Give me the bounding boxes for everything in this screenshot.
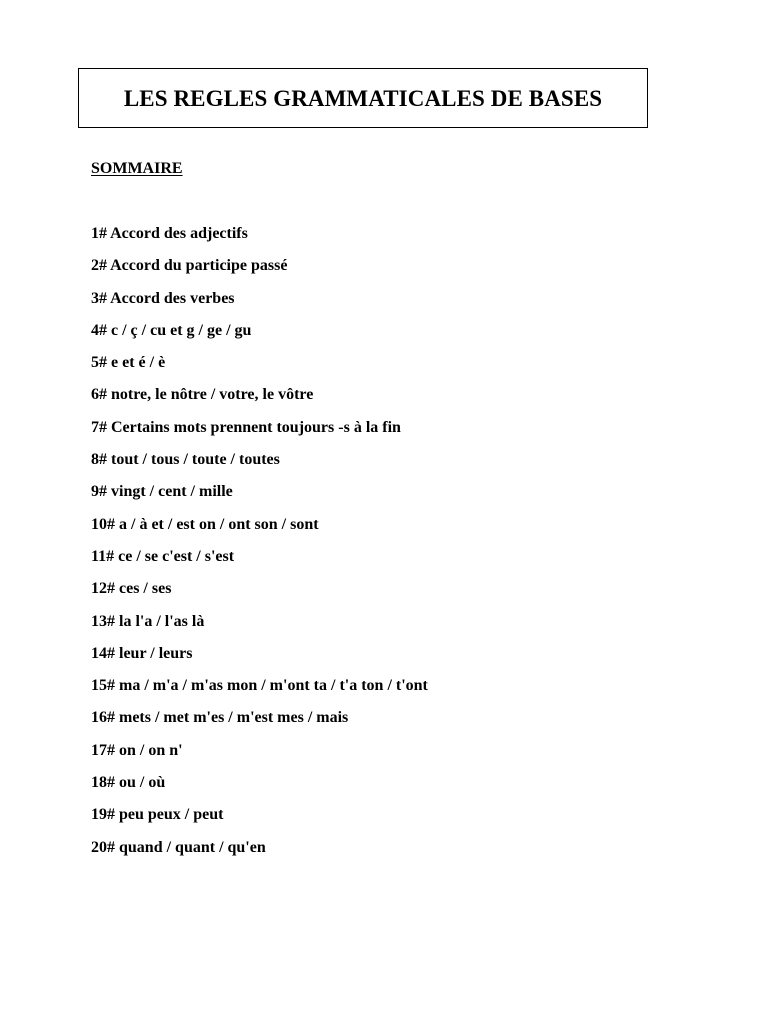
toc-item: 17# on / on n' [91, 741, 183, 759]
toc-item: 19# peu peux / peut [91, 806, 224, 824]
toc-item: 15# ma / m'a / m'as mon / m'ont ta / t'a ton / t'ont [91, 677, 428, 695]
toc-item: 9# vingt / cent / mille [91, 483, 233, 501]
toc-item: 11# ce / se c'est / s'est [91, 547, 235, 565]
toc-item: 6# notre, le nôtre / votre, le vôtre [91, 386, 314, 404]
summary-heading: SOMMAIRE [91, 160, 183, 177]
table-of-contents [91, 224, 428, 870]
toc-item: 7# Certains mots prennent toujours -s à la fin [91, 418, 401, 436]
toc-item: 20# quand / quant / qu'en [91, 838, 266, 856]
toc-item: 13# la l'a / l'as là [91, 612, 205, 630]
title-box [78, 68, 648, 128]
toc-item: 3# Accord des verbes [91, 289, 235, 307]
toc-item: 5# e et é / è [91, 354, 166, 372]
toc-item: 12# ces / ses [91, 580, 172, 598]
toc-item: 8# tout / tous / toute / toutes [91, 451, 280, 469]
toc-item: 16# mets / met m'es / m'est mes / mais [91, 709, 349, 727]
toc-item: 1# Accord des adjectifs [91, 225, 248, 242]
page-title: LES REGLES GRAMMATICALES DE BASES [123, 86, 603, 111]
toc-item: 14# leur / leurs [91, 644, 193, 662]
toc-item: 18# ou / où [91, 774, 166, 792]
toc-item: 4# c / ç / cu et g / ge / gu [91, 321, 252, 339]
toc-item: 2# Accord du participe passé [91, 257, 288, 275]
toc-item: 10# a / à et / est on / ont son / sont [91, 515, 319, 533]
